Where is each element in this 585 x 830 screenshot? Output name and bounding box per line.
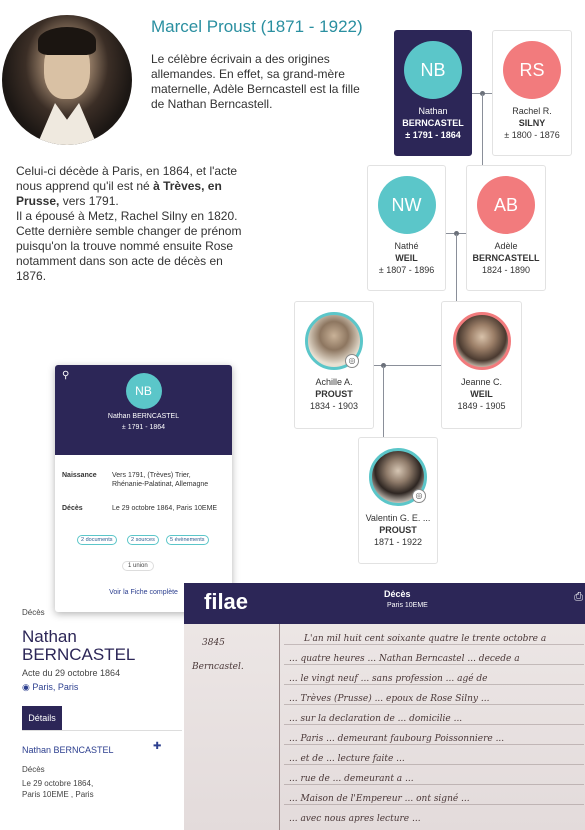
print-icon[interactable]: ⎙	[574, 591, 583, 603]
connector	[383, 366, 384, 437]
deces-row: Décès Le 29 octobre 1864, Paris 10EME	[62, 505, 218, 512]
avatar: RS	[503, 41, 561, 99]
record-section-label: Décès	[22, 608, 45, 617]
first-name: Valentin G. E. ...	[365, 513, 431, 523]
documents-chip[interactable]: 2 documents	[77, 535, 117, 545]
last-name: SILNY	[518, 118, 546, 128]
life-dates: 1871 - 1922	[373, 537, 423, 547]
tab-details[interactable]: Détails	[22, 706, 62, 730]
record-deces-value: Le 29 octobre 1864, Paris 10EME , Paris	[22, 779, 94, 799]
life-dates: ± 1807 - 1896	[378, 265, 435, 275]
search-icon[interactable]: ⚲	[62, 370, 70, 381]
connector	[456, 234, 457, 301]
article-body: Celui-ci décède à Paris, en 1864, et l'acte nous apprend qu'il est né à Trèves, en Prusse, vers 1791. Il a épousé à Metz, Rachel Silny en 1820. Cette dernière semble changer de prénom puisqu'on la trouve nommé ensuite Rose notamment dans son acte de décès en 1876.	[16, 164, 242, 283]
handwritten-number: 3845	[202, 638, 225, 648]
last-name: WEIL	[395, 253, 418, 263]
first-name: Achille A.	[315, 377, 353, 387]
last-name: BERNCASTEL	[402, 118, 464, 128]
tree-card-valentin[interactable]	[358, 437, 438, 564]
union-badge[interactable]: 1 union	[122, 561, 154, 571]
record-person-name: Nathan BERNCASTEL	[22, 627, 136, 664]
locate-icon[interactable]: ◎	[412, 489, 426, 503]
record-date: Acte du 29 octobre 1864	[22, 668, 121, 678]
naissance-row: Naissance Vers 1791, (Trèves) Trier, Rhénanie-Palatinat, Allemagne	[62, 472, 209, 488]
tree-card-adele[interactable]	[466, 165, 546, 291]
life-dates: 1849 - 1905	[457, 401, 506, 411]
popup-header	[55, 365, 232, 455]
sources-chip[interactable]: 2 sources	[127, 535, 159, 545]
last-name: PROUST	[315, 389, 353, 399]
tree-card-achille[interactable]	[294, 301, 374, 429]
life-dates: ± 1800 - 1876	[504, 130, 560, 140]
full-record-link[interactable]: Voir la Fiche complète	[109, 589, 178, 596]
first-name: Rachel R.	[512, 106, 552, 116]
avatar-photo	[453, 312, 511, 370]
tree-card-rachel[interactable]	[492, 30, 572, 156]
life-dates: 1834 - 1903	[309, 401, 359, 411]
life-dates: ± 1791 - 1864	[405, 130, 461, 140]
avatar: NB	[404, 41, 462, 99]
record-place[interactable]: ◉ Paris, Paris	[22, 682, 79, 692]
first-name: Adèle	[494, 241, 518, 251]
marcel-proust-portrait	[2, 15, 132, 145]
first-name: Jeanne C.	[460, 377, 503, 387]
viewer-heading: Décès	[384, 589, 411, 599]
document-image[interactable]: 3845 Berncastel. L'an mil huit cent soixante quatre le trente octobre a ... quatre heures ... Nathan Berncastel ... decede a ... le vingt neuf ... sans profession ... agé de ... Trèves (Prusse) ... epoux de Rose Silny ... ... sur la declaration de ... domicilie ... ... Paris ... demeurant faubourg Poissonniere ... ... et de ... lecture faite ... ... rue de ... demeurant a ... ... Maison de l'Empereur ... ont signé ... ... avec nous apres lecture ...	[184, 624, 585, 830]
handwritten-name: Berncastel.	[192, 662, 244, 672]
record-deces-label: Décès	[22, 765, 45, 774]
viewer-subheading: Paris 10EME	[387, 602, 428, 609]
first-name: Nathan	[418, 106, 448, 116]
article-title: Marcel Proust (1871 - 1922)	[151, 17, 363, 36]
filae-logo[interactable]: filae	[204, 589, 249, 614]
article-intro: Le célèbre écrivain a des origines allemandes. En effet, sa grand-mère maternelle, Adèle Berncastell est la fille de Nathan Berncastell.	[151, 52, 360, 111]
tree-card-jeanne[interactable]	[441, 301, 522, 429]
add-person-icon[interactable]: ✚	[153, 741, 162, 752]
last-name: BERNCASTELL	[472, 253, 540, 263]
person-popup	[55, 365, 232, 612]
tree-card-nathan[interactable]	[394, 30, 472, 156]
events-chip[interactable]: 5 évènements	[166, 535, 209, 545]
tab-divider	[22, 730, 182, 731]
popup-name: Nathan BERNCASTEL	[107, 413, 180, 420]
life-dates: 1824 - 1890	[481, 265, 531, 275]
viewer-header	[184, 583, 585, 624]
first-name: Nathé	[394, 241, 419, 251]
avatar: NB	[126, 373, 162, 409]
last-name: WEIL	[470, 389, 493, 399]
locate-icon[interactable]: ◎	[345, 354, 359, 368]
location-pin-icon: ◉	[22, 682, 30, 692]
avatar: AB	[477, 176, 535, 234]
tree-card-nathe[interactable]	[367, 165, 446, 291]
last-name: PROUST	[379, 525, 417, 535]
avatar: NW	[378, 176, 436, 234]
record-person-link[interactable]: Nathan BERNCASTEL	[22, 745, 114, 755]
popup-dates: ± 1791 - 1864	[121, 424, 166, 431]
